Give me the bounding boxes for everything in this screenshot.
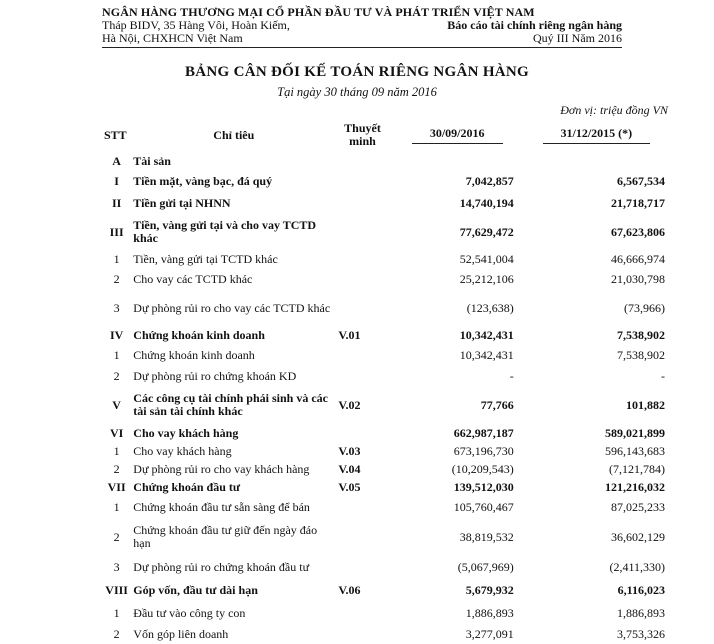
row-stt: 1 [113,499,120,514]
row-value-2015-12-31 [526,152,667,170]
table-row [102,152,667,170]
row-stt: 1 [113,443,120,458]
row-item: Chứng khoán đầu tư sẵn sàng để bán [133,499,310,514]
row-value-2016-09-30: 25,212,106 [459,271,514,286]
row-stt: 2 [113,271,120,286]
row-stt: 2 [113,626,120,641]
row-value-2015-12-31: 21,030,798 [611,271,665,286]
row-stt: VII [107,479,126,494]
report-period: Quý III Năm 2016 [533,31,622,45]
row-value-2016-09-30: 139,512,030 [453,479,514,494]
row-stt: VI [109,425,124,440]
row-value-2016-09-30 [389,152,526,170]
row-item: Cho vay khách hàng [133,425,239,440]
row-item: Tiền, vàng gửi tại và cho vay TCTD khác [133,218,317,245]
table-row [102,326,667,344]
col-header-note [336,118,388,152]
row-value-2015-12-31: 7,538,902 [617,327,665,342]
row-stt: 3 [113,300,120,315]
row-value-2016-09-30: 14,740,194 [459,195,514,210]
row-value-2016-09-30: 3,277,091 [465,626,514,641]
row-stt: A [112,153,121,168]
row-stt: III [109,224,124,239]
col-header-item: Chỉ tiêu [213,127,255,142]
row-item: Dự phòng rủi ro cho vay khách hàng [133,461,310,476]
row-note [336,214,388,250]
row-item: Dự phòng rủi ro chứng khoán KD [133,368,297,383]
row-value-2016-09-30: 77,766 [480,397,514,412]
col-header-date-2 [526,118,667,152]
row-note: V.06 [338,582,361,597]
row-stt: I [114,173,119,188]
row-stt: 2 [113,461,120,476]
row-stt: IV [109,327,124,342]
row-item: Cho vay khách hàng [133,443,232,458]
col-header-date-1 [389,118,526,152]
row-note [336,290,388,326]
row-note [336,344,388,366]
row-item: Tiền gửi tại NHNN [133,195,231,210]
row-note [336,192,388,214]
row-value-2015-12-31: 21,718,717 [611,195,665,210]
row-value-2015-12-31: 6,116,023 [617,582,665,597]
row-value-2016-09-30: 673,196,730 [453,443,514,458]
row-value-2015-12-31: 87,025,233 [611,499,665,514]
row-stt: 1 [113,251,120,266]
row-note [336,624,388,644]
table-body [102,152,667,644]
row-value-2016-09-30: 77,629,472 [459,224,514,239]
page-title: BẢNG CÂN ĐỐI KẾ TOÁN RIÊNG NGÂN HÀNG [184,64,530,80]
row-stt: 2 [113,529,120,544]
row-value-2016-09-30: 5,679,932 [465,582,514,597]
row-value-2016-09-30: 38,819,532 [459,529,514,544]
row-item: Dự phòng rủi ro cho vay các TCTD khác [133,300,331,315]
col-header-date-1-label: 30/09/2016 [412,126,503,144]
row-item: Chứng khoán đầu tư [133,479,241,494]
row-note: V.04 [338,461,361,476]
table-row [102,556,667,578]
row-note [336,518,388,556]
row-item: Chứng khoán kinh doanh [133,347,255,362]
row-note [336,268,388,290]
row-stt: 2 [113,368,120,383]
page-subtitle: Tại ngày 30 tháng 09 năm 2016 [277,85,437,99]
row-value-2015-12-31: (73,966) [624,300,665,315]
row-note [336,424,388,442]
row-value-2016-09-30: - [509,368,514,383]
row-item: Tài sản [133,153,171,168]
row-value-2015-12-31: 101,882 [626,397,665,412]
row-value-2016-09-30: (123,638) [466,300,514,315]
table-row [102,578,667,602]
table-row [102,268,667,290]
col-header-stt: STT [104,127,127,142]
row-note [336,170,388,192]
col-header-date-2-label: 31/12/2015 (*) [543,126,651,144]
address-line-2: Hà Nội, CHXHCN Việt Nam [102,31,243,45]
table-row [102,496,667,518]
row-item: Cho vay các TCTD khác [133,271,253,286]
table-row [102,424,667,442]
row-item: Chứng khoán đầu tư giữ đến ngày đáo hạn [133,523,318,550]
row-value-2015-12-31: 121,216,032 [605,479,665,494]
report-type: Báo cáo tài chính riêng ngân hàng [447,18,622,32]
table-row [102,344,667,366]
row-value-2015-12-31: 46,666,974 [611,251,665,266]
row-value-2015-12-31: 3,753,326 [617,626,665,641]
table-row [102,460,667,478]
bank-name: NGÂN HÀNG THƯƠNG MẠI CỔ PHẦN ĐẦU TƯ VÀ PHÁT TRIỂN VIỆT NAM [102,5,535,19]
row-item: Vốn góp liên doanh [133,626,229,641]
row-value-2016-09-30: (5,067,969) [457,559,514,574]
col-header-note-line2: minh [349,134,376,148]
row-value-2016-09-30: 1,886,893 [465,605,514,620]
table-row [102,478,667,496]
table-row [102,386,667,424]
header-divider [102,47,622,48]
row-value-2015-12-31: 67,623,806 [611,224,665,239]
table-row [102,624,667,644]
row-value-2016-09-30: (10,209,543) [451,461,514,476]
row-stt: VIII [105,582,128,597]
row-stt: 1 [113,605,120,620]
row-item: Tiền, vàng gửi tại TCTD khác [133,251,278,266]
row-value-2016-09-30: 10,342,431 [459,347,514,362]
row-note [336,496,388,518]
row-value-2016-09-30: 10,342,431 [459,327,514,342]
table-row [102,290,667,326]
row-value-2015-12-31: (2,411,330) [609,559,665,574]
row-note [336,602,388,624]
col-header-note-line1: Thuyết [344,121,381,135]
table-row [102,442,667,460]
row-note [336,250,388,268]
row-note: V.03 [338,443,361,458]
row-stt: V [112,397,121,412]
document-header [102,6,622,48]
row-value-2015-12-31: - [661,368,665,383]
row-item: Đầu tư vào công ty con [133,605,246,620]
balance-sheet-table [102,118,667,644]
row-note: V.01 [338,327,361,342]
table-row [102,602,667,624]
row-note [336,152,388,170]
row-item: Tiền mặt, vàng bạc, đá quý [133,173,273,188]
row-value-2015-12-31: 36,602,129 [611,529,665,544]
row-note [336,366,388,386]
row-value-2015-12-31: 6,567,534 [617,173,665,188]
table-row [102,250,667,268]
row-note [336,556,388,578]
row-note: V.02 [338,397,361,412]
row-value-2015-12-31: 1,886,893 [617,605,665,620]
row-stt: 1 [113,347,120,362]
row-note: V.05 [338,479,361,494]
address-line-1: Tháp BIDV, 35 Hàng Vôi, Hoàn Kiếm, [102,18,290,32]
row-value-2015-12-31: 596,143,683 [605,443,665,458]
table-row [102,366,667,386]
row-value-2016-09-30: 7,042,857 [465,173,514,188]
row-stt: 3 [113,559,120,574]
row-value-2016-09-30: 52,541,004 [459,251,514,266]
row-item: Chứng khoán kinh doanh [133,327,265,342]
row-value-2016-09-30: 105,760,467 [453,499,514,514]
unit-note: Đơn vị: triệu đồng VN [560,103,668,117]
table-header-row [102,118,667,152]
table-row [102,214,667,250]
row-item: Các công cụ tài chính phái sinh và các tài sản tài chính khác [133,391,328,418]
row-value-2015-12-31: 7,538,902 [617,347,665,362]
row-value-2015-12-31: 589,021,899 [605,425,665,440]
table-row [102,170,667,192]
row-item: Dự phòng rủi ro chứng khoán đầu tư [133,559,310,574]
table-row [102,518,667,556]
row-value-2016-09-30: 662,987,187 [453,425,514,440]
row-stt: II [111,195,122,210]
row-item: Góp vốn, đầu tư dài hạn [133,582,258,597]
row-value-2015-12-31: (7,121,784) [609,461,665,476]
table-row [102,192,667,214]
